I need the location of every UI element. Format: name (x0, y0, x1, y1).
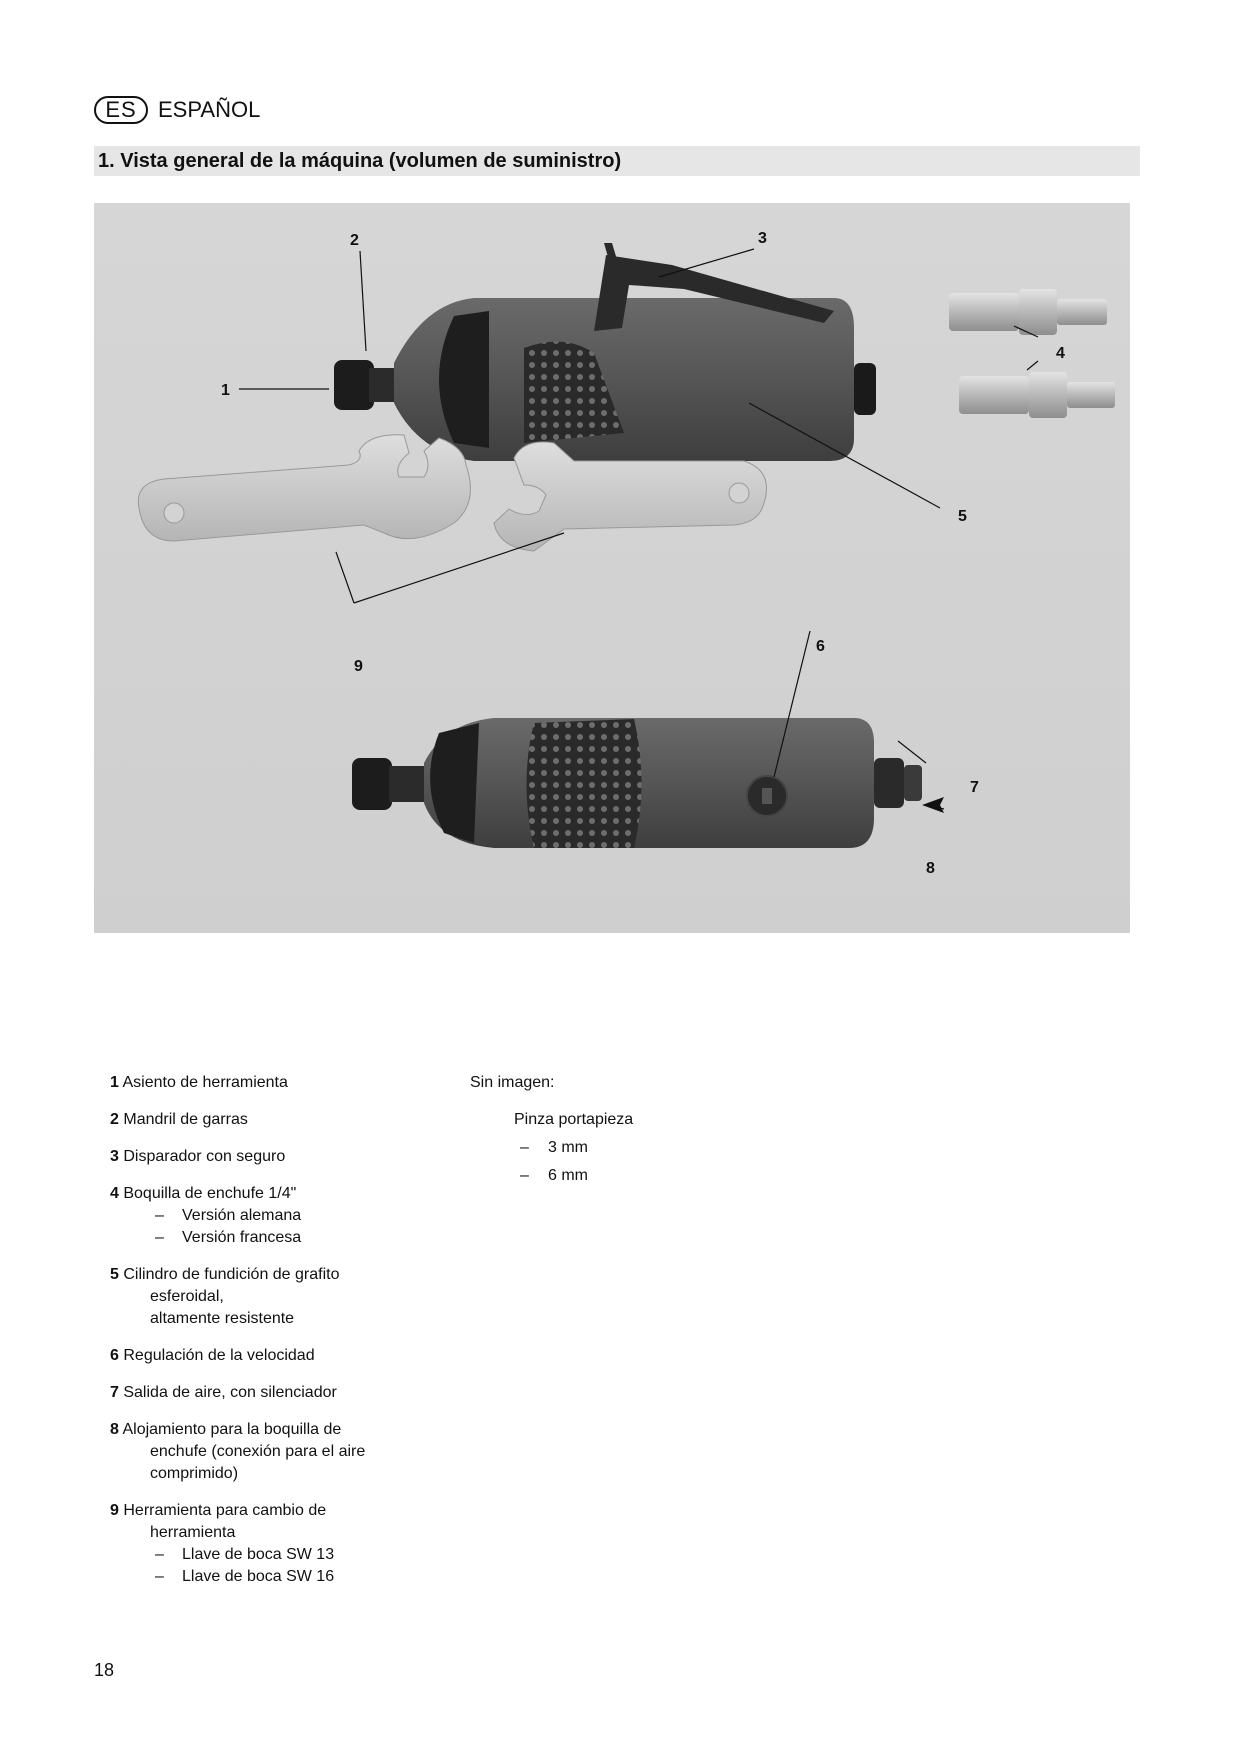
legend-sub: – Llave de boca SW 13 (155, 1546, 335, 1563)
not-pictured-sub: – 3 mm (520, 1139, 588, 1156)
legend-text: Disparador con seguro (123, 1148, 286, 1165)
language-badge: ES (94, 96, 148, 124)
legend-item (110, 1183, 470, 1249)
legend-num: 6 (110, 1347, 119, 1364)
legend-text: Asiento de herramienta (122, 1074, 288, 1091)
callout-3: 3 (758, 230, 767, 247)
legend-text: Alojamiento para la boquilla de (122, 1421, 342, 1438)
product-photo (94, 203, 1130, 933)
not-pictured-item: Pinza portapieza (514, 1111, 634, 1128)
language-indicator (94, 96, 260, 124)
legend-text: Regulación de la velocidad (123, 1347, 315, 1364)
legend-item (110, 1146, 470, 1168)
legend-text: Cilindro de fundición de grafito (123, 1266, 340, 1283)
legend-num: 5 (110, 1266, 119, 1283)
legend-item (110, 1072, 470, 1094)
legend-item (110, 1345, 470, 1367)
language-name: ESPAÑOL (158, 97, 261, 122)
legend-sub: – Versión francesa (155, 1229, 302, 1246)
callout-1: 1 (221, 382, 230, 399)
legend-text: Boquilla de enchufe 1/4" (123, 1185, 297, 1202)
callout-7: 7 (970, 779, 979, 796)
callout-2: 2 (350, 232, 359, 249)
legend-num: 8 (110, 1421, 119, 1438)
callout-8: 8 (926, 860, 935, 877)
not-pictured-sub: – 6 mm (520, 1167, 588, 1184)
legend-num: 7 (110, 1384, 119, 1401)
section-title: 1. Vista general de la máquina (volumen de suministro) (94, 146, 1140, 176)
legend-text: Mandril de garras (123, 1111, 248, 1128)
callout-6: 6 (816, 638, 825, 655)
legend-num: 1 (110, 1074, 119, 1091)
legend-item (110, 1264, 470, 1330)
legend-cont: herramienta (150, 1524, 236, 1541)
page-number: 18 (94, 1660, 115, 1680)
legend-text: Salida de aire, con silenciador (123, 1384, 337, 1401)
legend-num: 3 (110, 1148, 119, 1165)
legend-sub: – Llave de boca SW 16 (155, 1568, 335, 1585)
legend-item (110, 1382, 470, 1404)
not-pictured-header: Sin imagen: (470, 1074, 555, 1091)
legend-item (110, 1419, 470, 1485)
callout-5: 5 (958, 508, 967, 525)
legend-num: 9 (110, 1502, 119, 1519)
legend-item (110, 1500, 470, 1588)
parts-legend (110, 1072, 470, 1603)
callout-9: 9 (354, 658, 363, 675)
legend-cont: enchufe (conexión para el aire (150, 1443, 366, 1460)
callout-4: 4 (1056, 345, 1065, 362)
legend-num: 4 (110, 1185, 119, 1202)
legend-cont: comprimido) (150, 1465, 239, 1482)
legend-cont: altamente resistente (150, 1310, 295, 1327)
legend-sub: – Versión alemana (155, 1207, 302, 1224)
not-pictured (470, 1072, 870, 1193)
legend-cont: esferoidal, (150, 1288, 224, 1305)
legend-num: 2 (110, 1111, 119, 1128)
legend-item (110, 1109, 470, 1131)
legend-text: Herramienta para cambio de (123, 1502, 327, 1519)
